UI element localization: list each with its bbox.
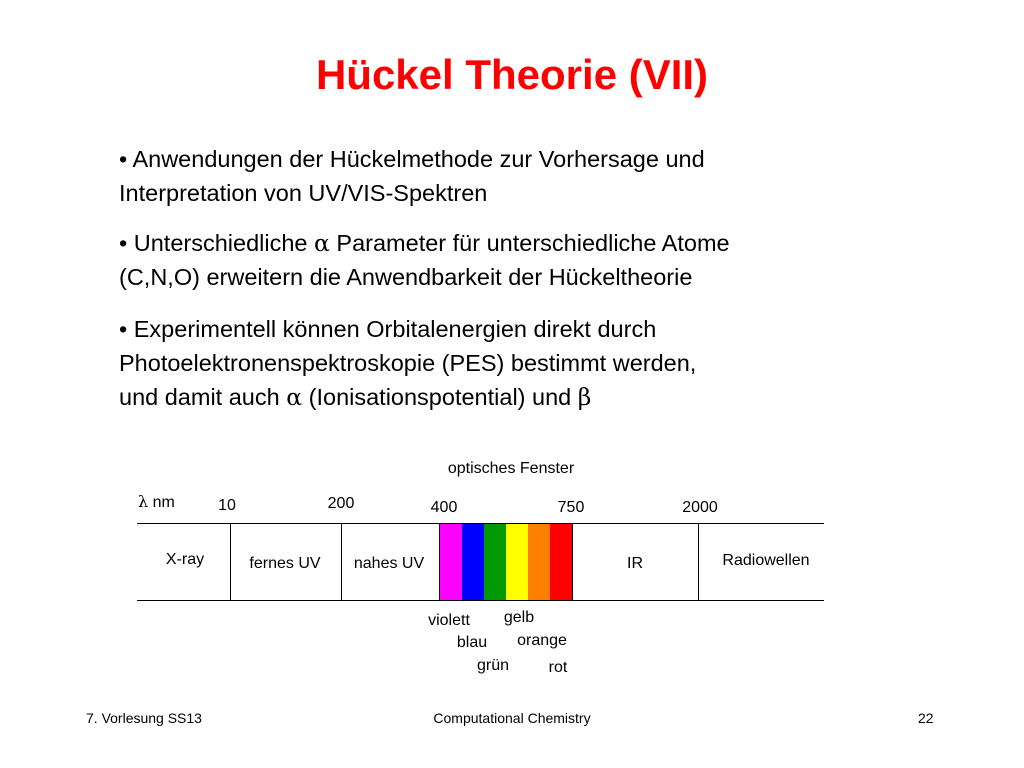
region-divider [572,523,573,601]
axis-unit: nm [152,494,175,511]
region-divider [698,523,699,601]
color-label: violett [428,612,470,629]
tick-label: 400 [430,499,458,516]
region-label: IR [627,555,643,572]
slide-title: Hückel Theorie (VII) [315,51,709,98]
region-divider [341,523,342,601]
tick-label: 750 [557,499,585,516]
color-label: grün [476,657,510,674]
bullet-2 [119,226,879,294]
axis-label [138,492,175,513]
bullet-3-line-2: Photoelektronenspektroskopie (PES) bestimmt werden, [119,350,697,376]
color-label: blau [456,634,488,651]
region-label: Radiowellen [722,552,810,569]
bullet-2-line-1 [119,226,879,260]
bullet-2-text-a: • Unterschiedliche [119,230,315,256]
bullet-3-line-1: • Experimentell können Orbitalenergien direkt durch [119,316,657,342]
bullet-3-text-b: (Ionisationspotential) und [302,384,578,410]
optical-window-label: optisches Fenster [447,460,575,477]
swatch-blau [462,524,484,600]
region-label: fernes UV [249,555,321,572]
tick-label: 2000 [682,499,718,516]
bullet-2-text-b: Parameter für unterschiedliche Atome [329,230,730,256]
color-label: rot [548,659,568,676]
bullet-1-line-2: Interpretation von UV/VIS-Spektren [119,180,488,206]
alpha-symbol: α [286,383,303,411]
beta-symbol: β [577,383,592,411]
swatch-rot [550,524,572,600]
tick-label: 200 [327,495,355,512]
bullet-2-line-2: (C,N,O) erweitern die Anwendbarkeit der Hückeltheorie [119,264,693,290]
footer-page-number: 22 [918,710,934,726]
swatch-gelb [506,524,528,600]
swatch-orange [528,524,550,600]
footer-course: Computational Chemistry [433,710,591,726]
alpha-symbol: α [314,229,330,257]
tick-label: 10 [218,497,236,514]
region-label: nahes UV [353,555,425,572]
region-divider [230,523,231,601]
region-label: X-ray [165,551,205,568]
footer-lecture: 7. Vorlesung SS13 [86,710,202,726]
bullet-1 [119,142,879,210]
swatch-violett [440,524,462,600]
color-label: gelb [503,609,535,626]
bullet-1-line-1: • Anwendungen der Hückelmethode zur Vorhersage und [119,146,705,172]
swatch-gruen [484,524,506,600]
spectrum-bottom-line [137,600,824,601]
color-label: orange [517,632,567,649]
bullet-3 [119,312,879,414]
bullet-3-text-a: und damit auch [119,384,287,410]
lambda-symbol: λ [138,492,149,511]
bullet-3-line-3 [119,380,879,414]
